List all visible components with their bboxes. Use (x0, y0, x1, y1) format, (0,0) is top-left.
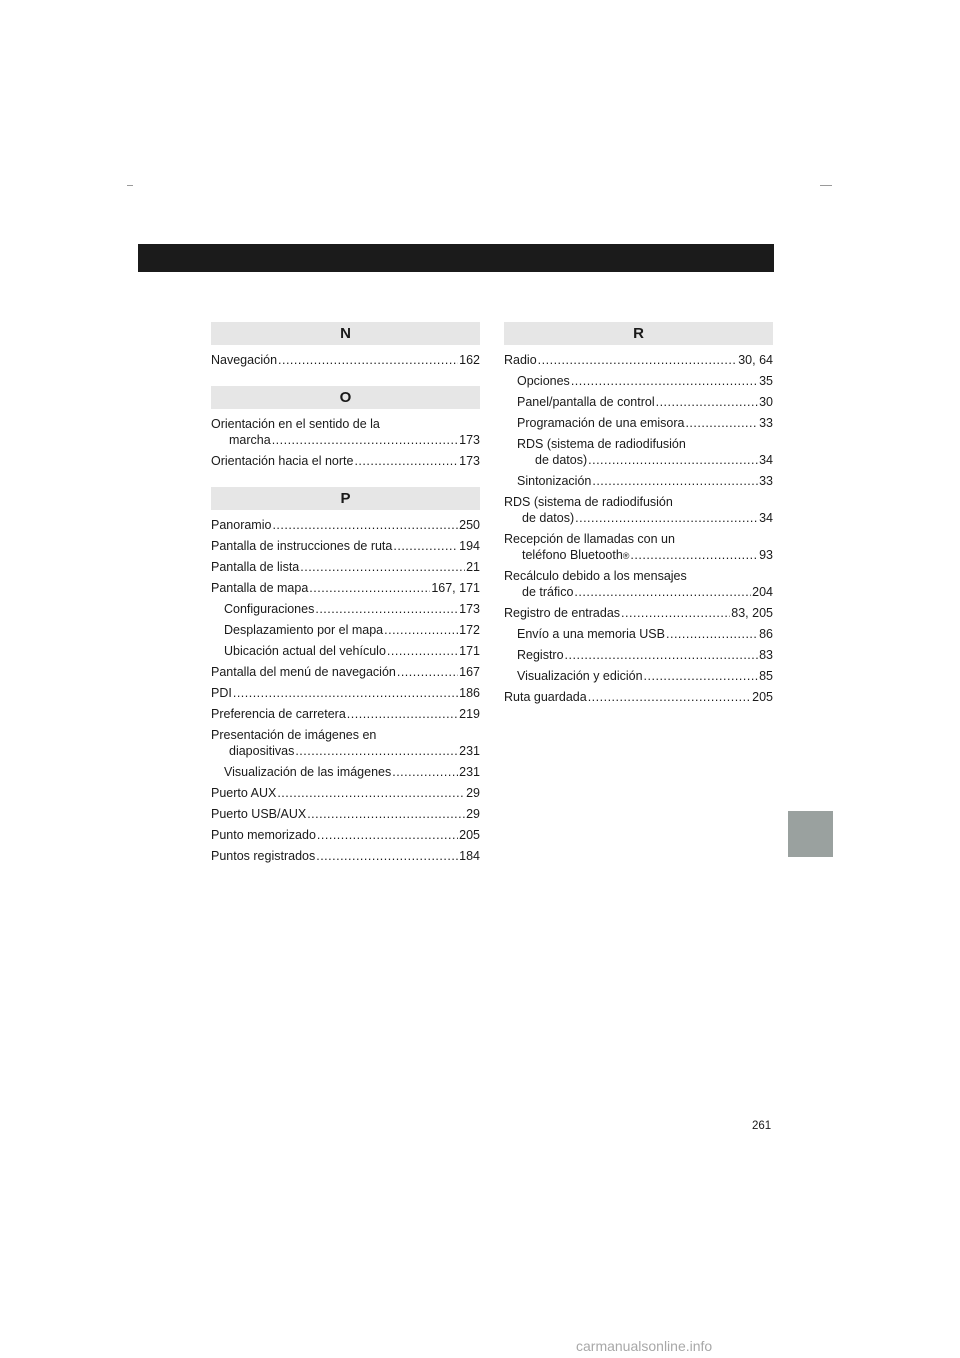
entry-page-ref: 29 (466, 786, 480, 800)
entry-term: Preferencia de carretera (211, 707, 346, 721)
index-entry (504, 531, 773, 563)
entry-row (517, 473, 773, 489)
entry-page-ref: 172 (459, 623, 480, 637)
entry-row (504, 510, 773, 526)
dot-leader (588, 689, 751, 705)
entry-term: Puerto USB/AUX (211, 807, 307, 821)
index-entry (211, 580, 480, 596)
index-entry (211, 453, 480, 469)
index-subentry (504, 647, 773, 663)
index-subentry (504, 373, 773, 389)
dot-leader (621, 605, 730, 621)
entry-term: de tráfico (522, 585, 574, 599)
dot-leader (384, 622, 458, 638)
entry-page-ref: 173 (459, 433, 480, 447)
index-entry (211, 827, 480, 843)
entry-term-line: Recálculo debido a los mensajes (504, 569, 687, 583)
entry-page-ref: 167, 171 (431, 581, 480, 595)
index-section (211, 487, 480, 864)
entry-row (504, 605, 773, 621)
entry-row (517, 668, 773, 684)
entry-term: de datos) (522, 511, 575, 525)
index-entry (211, 416, 480, 448)
index-entry (211, 538, 480, 554)
entry-page-ref: 219 (459, 707, 480, 721)
entry-term: Orientación hacia el norte (211, 454, 354, 468)
entry-page-ref: 30 (759, 395, 773, 409)
entry-row (504, 689, 773, 705)
dot-leader (272, 432, 458, 448)
section-letter: N (211, 322, 480, 345)
index-section (504, 322, 773, 705)
entry-page-ref: 29 (466, 807, 480, 821)
dot-leader (307, 806, 465, 822)
entry-page-ref: 205 (752, 690, 773, 704)
index-subentry (211, 764, 480, 780)
entry-row (211, 706, 480, 722)
entry-row (517, 647, 773, 663)
dot-leader (316, 848, 458, 864)
entry-term: Pantalla de lista (211, 560, 300, 574)
dot-leader (315, 601, 458, 617)
entry-page-ref: 250 (459, 518, 480, 532)
index-subentry (211, 601, 480, 617)
index-subentry (504, 415, 773, 431)
entry-term: de datos) (535, 453, 588, 467)
dot-leader (354, 453, 458, 469)
entry-page-ref: 231 (459, 744, 480, 758)
entry-row (211, 517, 480, 533)
index-section (211, 386, 480, 469)
index-entry (504, 494, 773, 526)
entry-term: Registro (517, 648, 564, 662)
entry-term: Pantalla de instrucciones de ruta (211, 539, 393, 553)
entry-page-ref: 184 (459, 849, 480, 863)
index-entry (504, 689, 773, 705)
entry-term: PDI (211, 686, 232, 700)
entry-term: diapositivas (229, 744, 295, 758)
dot-leader (666, 626, 758, 642)
entry-page-ref: 35 (759, 374, 773, 388)
entry-row (211, 827, 480, 843)
entry-row (517, 626, 773, 642)
entry-row (211, 806, 480, 822)
entry-term: Navegación (211, 353, 278, 367)
entry-term: Opciones (517, 374, 570, 388)
entry-term-line: RDS (sistema de radiodifusión (517, 437, 686, 451)
entry-row (504, 352, 773, 368)
entry-page-ref: 21 (466, 560, 480, 574)
header-bar (138, 244, 774, 272)
dot-leader (392, 764, 458, 780)
index-entry (211, 559, 480, 575)
index-entry (211, 785, 480, 801)
watermark: carmanualsonline.info (576, 1338, 713, 1354)
entry-page-ref: 33 (759, 416, 773, 430)
entry-term: Ubicación actual del vehículo (224, 644, 386, 658)
entry-term: marcha (229, 433, 271, 447)
entry-row (224, 764, 480, 780)
entry-page-ref: 167 (459, 665, 480, 679)
entry-term: Puntos registrados (211, 849, 316, 863)
entry-page-ref: 30, 64 (738, 353, 773, 367)
entry-term-line: RDS (sistema de radiodifusión (504, 495, 673, 509)
entry-row (211, 785, 480, 801)
entry-row (517, 415, 773, 431)
entry-row (517, 452, 773, 468)
entry-row (211, 352, 480, 368)
entry-row (211, 743, 480, 759)
index-entry (504, 568, 773, 600)
dot-leader (393, 538, 458, 554)
index-entry (211, 517, 480, 533)
entry-term: Radio (504, 353, 537, 367)
index-column-right (504, 322, 773, 710)
entry-page-ref: 205 (459, 828, 480, 842)
dot-leader (300, 559, 465, 575)
entry-row (211, 664, 480, 680)
entry-term-line: Presentación de imágenes en (211, 728, 377, 742)
entry-term: Programación de una emisora (517, 416, 685, 430)
entry-row (211, 432, 480, 448)
index-entry (211, 806, 480, 822)
dot-leader (309, 580, 430, 596)
entry-term: Puerto AUX (211, 786, 277, 800)
entry-term: Sintonización (517, 474, 592, 488)
crop-mark-right (820, 185, 832, 186)
entry-page-ref: 85 (759, 669, 773, 683)
dot-leader (565, 647, 759, 663)
entry-term: teléfono Bluetooth (522, 548, 623, 562)
entry-row (211, 538, 480, 554)
entry-term: Panoramio (211, 518, 272, 532)
entry-row (211, 848, 480, 864)
index-entry (504, 605, 773, 621)
entry-page-ref: 34 (759, 453, 773, 467)
dot-leader (278, 352, 458, 368)
dot-leader (630, 547, 758, 563)
entry-page-ref: 83, 205 (731, 606, 773, 620)
entry-row (211, 453, 480, 469)
dot-leader (656, 394, 758, 410)
entry-page-ref: 162 (459, 353, 480, 367)
index-subentry (504, 436, 773, 468)
entry-term: Punto memorizado (211, 828, 316, 842)
index-entry (211, 352, 480, 368)
index-entry (211, 848, 480, 864)
entry-row (224, 622, 480, 638)
entry-row (211, 685, 480, 701)
crop-mark-left (127, 185, 133, 186)
chapter-tab (788, 811, 833, 857)
entry-row (211, 580, 480, 596)
index-subentry (504, 668, 773, 684)
entry-page-ref: 204 (752, 585, 773, 599)
dot-leader (397, 664, 458, 680)
dot-leader (538, 352, 738, 368)
entry-term: Ruta guardada (504, 690, 587, 704)
entry-page-ref: 33 (759, 474, 773, 488)
dot-leader (588, 452, 758, 468)
entry-row (211, 559, 480, 575)
index-entry (211, 727, 480, 759)
entry-term: Envío a una memoria USB (517, 627, 665, 641)
index-entry (504, 352, 773, 368)
entry-term: Panel/pantalla de control (517, 395, 655, 409)
section-letter: R (504, 322, 773, 345)
index-subentry (211, 622, 480, 638)
dot-leader (272, 517, 458, 533)
index-subentry (211, 643, 480, 659)
dot-leader (295, 743, 458, 759)
entry-page-ref: 171 (459, 644, 480, 658)
entry-page-ref: 34 (759, 511, 773, 525)
entry-term: Pantalla de mapa (211, 581, 309, 595)
dot-leader (575, 510, 758, 526)
dot-leader (347, 706, 458, 722)
entry-row (517, 373, 773, 389)
index-subentry (504, 394, 773, 410)
section-letter: P (211, 487, 480, 510)
entry-page-ref: 173 (459, 454, 480, 468)
index-section (211, 322, 480, 368)
entry-row: teléfono Bluetooth ® ..... 93 (504, 547, 773, 563)
index-subentry (504, 626, 773, 642)
dot-leader (592, 473, 758, 489)
index-column-left (211, 322, 480, 869)
dot-leader (644, 668, 759, 684)
dot-leader (571, 373, 758, 389)
entry-row (224, 601, 480, 617)
dot-leader (387, 643, 458, 659)
index-entry (211, 685, 480, 701)
entry-page-ref: 194 (459, 539, 480, 553)
entry-page-ref: 173 (459, 602, 480, 616)
section-letter: O (211, 386, 480, 409)
entry-page-ref: 83 (759, 648, 773, 662)
dot-leader (574, 584, 751, 600)
entry-page-ref: 93 (759, 548, 773, 562)
entry-row (517, 394, 773, 410)
entry-page-ref: 186 (459, 686, 480, 700)
index-entry (211, 664, 480, 680)
dot-leader (317, 827, 458, 843)
index-entry (211, 706, 480, 722)
entry-term: Registro de entradas (504, 606, 621, 620)
entry-term-line: Orientación en el sentido de la (211, 417, 380, 431)
entry-term: Visualización y edición (517, 669, 643, 683)
entry-term: Pantalla del menú de navegación (211, 665, 396, 679)
entry-term: Configuraciones (224, 602, 315, 616)
entry-term-line: Recepción de llamadas con un (504, 532, 675, 546)
entry-term: Visualización de las imágenes (224, 765, 392, 779)
dot-leader (277, 785, 465, 801)
entry-term: Desplazamiento por el mapa (224, 623, 384, 637)
index-subentry (504, 473, 773, 489)
entry-row (224, 643, 480, 659)
entry-row (504, 584, 773, 600)
dot-leader (233, 685, 458, 701)
entry-page-ref: 86 (759, 627, 773, 641)
page-number: 261 (752, 1120, 772, 1132)
entry-page-ref: 231 (459, 765, 480, 779)
dot-leader (685, 415, 758, 431)
